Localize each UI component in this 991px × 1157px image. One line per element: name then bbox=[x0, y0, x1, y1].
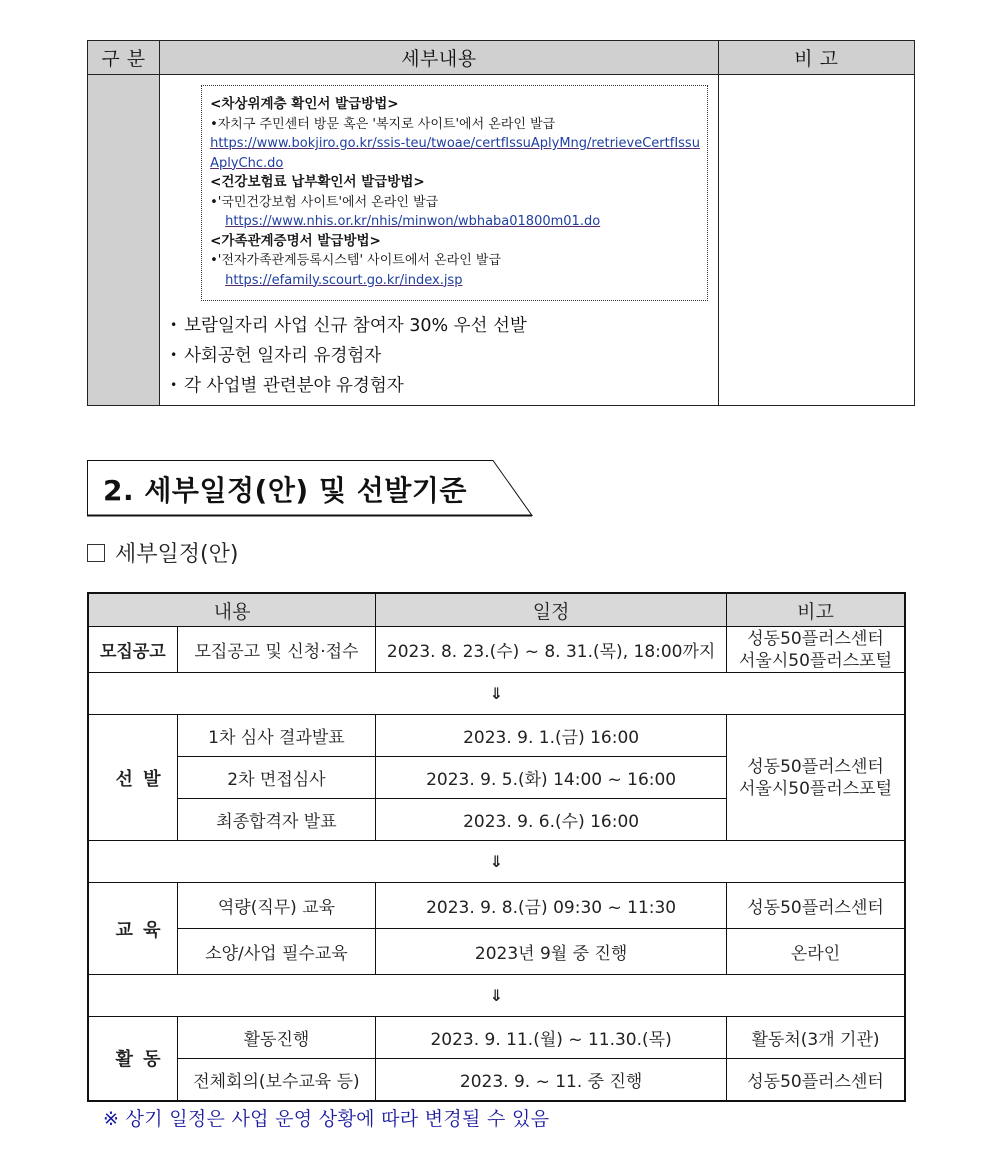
subheading-text: 세부일정(안) bbox=[115, 542, 239, 567]
date-cell: 2023년 9월 중 진행 bbox=[376, 929, 727, 975]
item-cell: 모집공고 및 신청·접수 bbox=[177, 627, 375, 673]
list-item: • 보람일자리 사업 신규 참여자 30% 우선 선발 bbox=[170, 311, 718, 341]
note-cell: 성동50플러스센터 bbox=[727, 883, 905, 929]
header-schedule: 일정 bbox=[376, 593, 727, 627]
bullet-icon: • bbox=[170, 348, 178, 362]
header-category: 구 분 bbox=[88, 41, 160, 75]
info-section-title: <가족관계증명서 발급방법> bbox=[210, 232, 381, 249]
info-section-desc: •'전자가족관계등록시스템' 사이트에서 온라인 발급 bbox=[210, 253, 502, 268]
document-issuance-info-box bbox=[201, 85, 708, 301]
table-row bbox=[88, 883, 905, 929]
date-cell: 2023. 8. 23.(수) ~ 8. 31.(목), 18:00까지 bbox=[376, 627, 727, 673]
note-cell: 성동50플러스센터 서울시50플러스포털 bbox=[727, 715, 905, 841]
header-details: 세부내용 bbox=[160, 41, 719, 75]
bullet-icon: • bbox=[170, 318, 178, 332]
date-cell: 2023. 9. ~ 11. 중 진행 bbox=[376, 1059, 727, 1101]
header-remarks: 비 고 bbox=[718, 41, 914, 75]
date-cell: 2023. 9. 1.(금) 16:00 bbox=[376, 715, 727, 757]
info-section-title: <건강보험료 납부확인서 발급방법> bbox=[210, 174, 425, 190]
bokjiro-link[interactable]: https://www.bokjiro.go.kr/ssis-teu/twoae/certfIssuAplyMng/retrieveCertfIssuAplyChc.do bbox=[210, 136, 700, 171]
down-arrow-icon: ⇓ bbox=[88, 975, 905, 1017]
info-section-desc: •자치구 주민센터 방문 혹은 '복지로 사이트'에서 온라인 발급 bbox=[210, 116, 556, 132]
category-education: 교 육 bbox=[88, 883, 177, 975]
header-remarks: 비고 bbox=[727, 593, 905, 627]
table-row bbox=[88, 1059, 905, 1101]
category-activity: 활 동 bbox=[88, 1017, 177, 1101]
date-cell: 2023. 9. 6.(수) 16:00 bbox=[376, 799, 727, 841]
checkbox-square-icon bbox=[87, 544, 105, 562]
arrow-row bbox=[88, 673, 905, 715]
header-content: 내용 bbox=[88, 593, 376, 627]
note-cell: 성동50플러스센터 서울시50플러스포털 bbox=[727, 627, 905, 673]
table-row bbox=[88, 627, 905, 673]
details-cell bbox=[160, 75, 719, 406]
table-row bbox=[88, 1017, 905, 1059]
category-recruit: 모집공고 bbox=[88, 627, 177, 673]
bullet-icon: • bbox=[170, 378, 178, 392]
note-cell: 활동처(3개 기관) bbox=[727, 1017, 905, 1059]
down-arrow-icon: ⇓ bbox=[88, 841, 905, 883]
list-item: • 각 사업별 관련분야 유경험자 bbox=[170, 371, 718, 401]
table-header-row bbox=[88, 593, 905, 627]
item-cell: 소양/사업 필수교육 bbox=[177, 929, 375, 975]
date-cell: 2023. 9. 8.(금) 09:30 ~ 11:30 bbox=[376, 883, 727, 929]
list-item: • 사회공헌 일자리 유경험자 bbox=[170, 341, 718, 371]
table-row bbox=[88, 75, 915, 406]
note-cell: 성동50플러스센터 bbox=[727, 1059, 905, 1101]
item-cell: 역량(직무) 교육 bbox=[177, 883, 375, 929]
item-cell: 최종합격자 발표 bbox=[177, 799, 375, 841]
efamily-link[interactable]: https://efamily.scourt.go.kr/index.jsp bbox=[225, 272, 463, 288]
date-cell: 2023. 9. 5.(화) 14:00 ~ 16:00 bbox=[376, 757, 727, 799]
section-heading bbox=[87, 460, 532, 516]
schedule-footnote: ※ 상기 일정은 사업 운영 상황에 따라 변경될 수 있음 bbox=[103, 1108, 550, 1130]
eligibility-table bbox=[87, 40, 915, 406]
down-arrow-icon: ⇓ bbox=[88, 673, 905, 715]
arrow-row bbox=[88, 841, 905, 883]
nhis-link[interactable]: https://www.nhis.or.kr/nhis/minwon/wbhaba01800m01.do bbox=[225, 214, 601, 229]
table-row bbox=[88, 715, 905, 757]
section-heading-text: 2. 세부일정(안) 및 선발기준 bbox=[103, 474, 467, 507]
priority-criteria-list bbox=[160, 301, 718, 405]
info-section-desc: •'국민건강보험 사이트'에서 온라인 발급 bbox=[210, 194, 439, 210]
note-cell: 온라인 bbox=[727, 929, 905, 975]
subheading bbox=[87, 537, 238, 568]
date-cell: 2023. 9. 11.(월) ~ 11.30.(목) bbox=[376, 1017, 727, 1059]
category-cell bbox=[88, 75, 160, 406]
arrow-row bbox=[88, 975, 905, 1017]
item-cell: 활동진행 bbox=[177, 1017, 375, 1059]
table-row bbox=[88, 929, 905, 975]
table-header-row bbox=[88, 41, 915, 75]
item-cell: 1차 심사 결과발표 bbox=[177, 715, 375, 757]
remarks-cell bbox=[718, 75, 914, 406]
info-section-title: <차상위계층 확인서 발급방법> bbox=[210, 96, 399, 112]
item-cell: 2차 면접심사 bbox=[177, 757, 375, 799]
schedule-table bbox=[87, 592, 906, 1102]
item-cell: 전체회의(보수교육 등) bbox=[177, 1059, 375, 1101]
category-selection: 선 발 bbox=[88, 715, 177, 841]
